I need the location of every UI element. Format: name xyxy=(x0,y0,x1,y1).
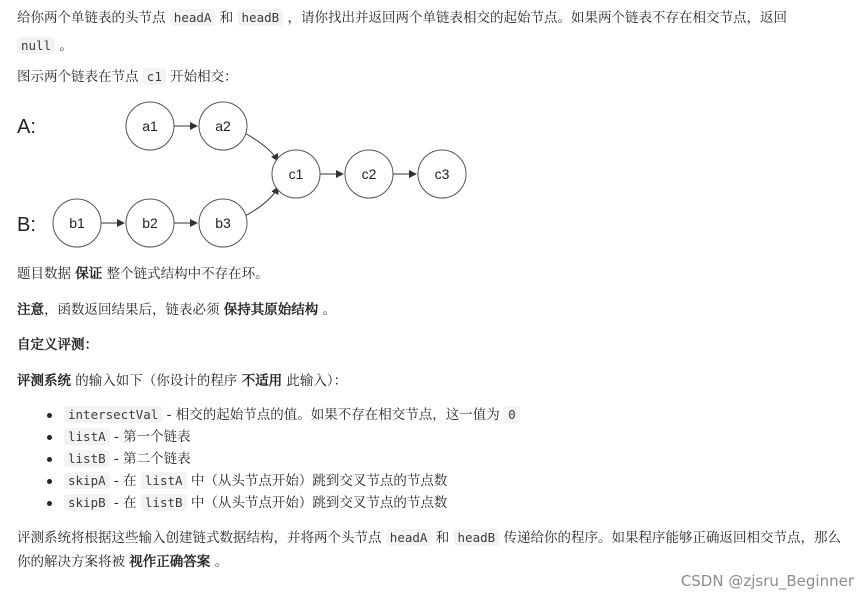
node-label: a1 xyxy=(142,118,158,134)
csdn-watermark: CSDN @zjsru_Beginner xyxy=(680,572,854,590)
input-desc: - 在 xyxy=(109,473,141,489)
node-b1 xyxy=(53,199,101,247)
node-b3 xyxy=(199,199,247,247)
judge-bold: 评测系统 xyxy=(17,373,71,389)
code-c1: c1 xyxy=(143,68,166,85)
node-label: a2 xyxy=(215,118,231,134)
input-code: 0 xyxy=(504,406,520,423)
conclusion-text: 和 xyxy=(431,530,454,546)
node-c2 xyxy=(345,150,393,198)
node-label: c3 xyxy=(434,166,450,182)
caption-text: 图示两个链表在节点 xyxy=(17,69,143,85)
input-desc: - 第一个链表 xyxy=(109,429,191,445)
list-item xyxy=(17,448,520,470)
node-a1 xyxy=(126,102,174,150)
note-text: 。 xyxy=(318,302,337,318)
code-null: null xyxy=(17,37,55,54)
node-c3 xyxy=(418,150,466,198)
node-a2 xyxy=(199,102,247,150)
guarantee-bold: 保证 xyxy=(75,266,103,282)
bullet xyxy=(47,479,52,484)
input-code: listA xyxy=(64,428,110,445)
bullet xyxy=(47,501,52,506)
figure-caption xyxy=(17,63,854,91)
intro-text: 。 xyxy=(55,38,73,54)
guarantee-text: 整个链式结构中不存在环。 xyxy=(102,266,269,282)
custom-judge-title: 自定义评测： xyxy=(17,337,98,353)
input-list xyxy=(17,404,520,514)
node-b2 xyxy=(126,199,174,247)
node-label: b3 xyxy=(215,215,231,231)
note-bold: 保持其原始结构 xyxy=(223,302,319,318)
input-desc: - 第二个链表 xyxy=(109,451,191,467)
conclusion-paragraph xyxy=(17,526,854,574)
input-code: intersectVal xyxy=(64,406,162,423)
input-desc: - 相交的起始节点的值。如果不存在相交节点，这一值为 xyxy=(162,407,505,423)
bullet xyxy=(47,457,52,462)
intro-paragraph xyxy=(17,4,854,60)
conclusion-text: 传递给你的程序。如果程序能够正确返回相交节点，那么你的解决方案将被 xyxy=(17,530,841,570)
note-text: ，函数返回结果后，链表必须 xyxy=(44,302,224,318)
list-a-label: A: xyxy=(17,116,36,138)
edge-a2-c1 xyxy=(243,132,278,161)
input-code: listB xyxy=(141,494,187,511)
input-code: listA xyxy=(141,472,187,489)
node-label: b2 xyxy=(142,215,158,231)
list-item xyxy=(17,426,520,448)
code-headA: headA xyxy=(170,9,216,26)
conclusion-bold: 视作正确答案 xyxy=(129,554,211,570)
note-paragraph xyxy=(17,296,854,324)
note-bold: 注意 xyxy=(17,302,44,318)
custom-judge-heading xyxy=(17,331,854,359)
node-label: c1 xyxy=(288,166,304,182)
linked-list-diagram xyxy=(0,95,500,260)
judge-bold: 不适用 xyxy=(241,373,283,389)
input-code: skipB xyxy=(64,494,110,511)
input-desc: 中（从头节点开始）跳到交叉节点的节点数 xyxy=(186,495,448,511)
judge-text: 的输入如下（你设计的程序 xyxy=(71,373,242,389)
code-headB: headB xyxy=(454,529,500,546)
node-c1 xyxy=(272,150,320,198)
intro-text: ，请你找出并返回两个单链表相交的起始节点。如果两个链表不存在相交节点，返回 xyxy=(283,10,787,26)
input-desc: 中（从头节点开始）跳到交叉节点的节点数 xyxy=(186,473,448,489)
list-item xyxy=(17,492,520,514)
edge-b3-c1 xyxy=(243,187,278,217)
guarantee-paragraph xyxy=(17,260,854,288)
list-item xyxy=(17,404,520,426)
judge-text: 此输入）： xyxy=(282,373,348,389)
caption-text: 开始相交： xyxy=(165,69,238,85)
node-label: c2 xyxy=(361,166,377,182)
input-desc: - 在 xyxy=(109,495,141,511)
code-headA: headA xyxy=(386,529,432,546)
list-item xyxy=(17,470,520,492)
input-code: skipA xyxy=(64,472,110,489)
intro-text: 和 xyxy=(215,10,238,26)
intro-text: 给你两个单链表的头节点 xyxy=(17,10,170,26)
conclusion-text: 。 xyxy=(210,554,229,570)
input-code: listB xyxy=(64,450,110,467)
code-headB: headB xyxy=(238,9,284,26)
guarantee-text: 题目数据 xyxy=(17,266,76,282)
bullet xyxy=(47,413,52,418)
conclusion-text: 评测系统将根据这些输入创建链式数据结构，并将两个头节点 xyxy=(17,530,386,546)
list-b-label: B: xyxy=(17,214,36,236)
node-label: b1 xyxy=(69,215,85,231)
bullet xyxy=(47,435,52,440)
judge-input-paragraph xyxy=(17,367,854,395)
